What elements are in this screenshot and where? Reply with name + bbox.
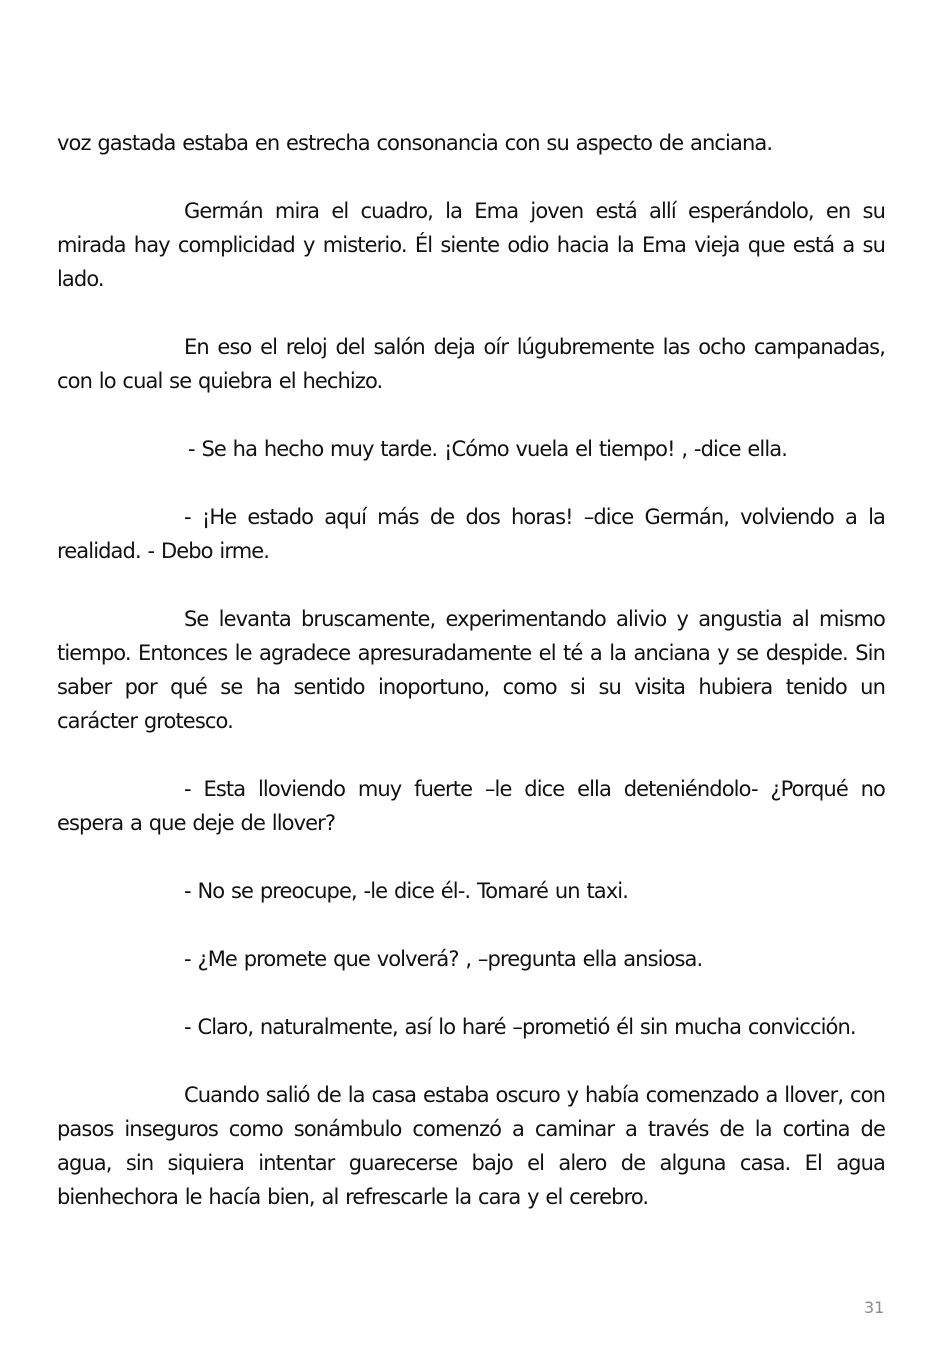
- paragraph: En eso el reloj del salón deja oír lúgubremente las ocho campanadas, con lo cual se quiebra el hechizo.: [57, 335, 885, 393]
- paragraph: Germán mira el cuadro, la Ema joven está allí esperándolo, en su mirada hay complicidad y misterio. Él siente odio hacia la Ema vieja que está a su lado.: [57, 199, 885, 291]
- dialogue-line: - ¿Me promete que volverá? , –pregunta ella ansiosa.: [184, 947, 703, 971]
- dialogue-line: - No se preocupe, -le dice él-. Tomaré un taxi.: [184, 879, 628, 903]
- body-text: [57, 126, 885, 1248]
- dialogue-line: - Esta lloviendo muy fuerte –le dice ella deteniéndolo- ¿Porqué no espera a que deje de llover?: [57, 777, 885, 835]
- page-number: 31: [864, 1298, 885, 1317]
- dialogue-line: - Claro, naturalmente, así lo haré –prometió él sin mucha convicción.: [184, 1015, 856, 1039]
- dialogue-line: - ¡He estado aquí más de dos horas! –dice Germán, volviendo a la realidad. - Debo irme.: [57, 505, 885, 563]
- dialogue-line: - Se ha hecho muy tarde. ¡Cómo vuela el tiempo! , -dice ella.: [188, 437, 788, 461]
- paragraph: Cuando salió de la casa estaba oscuro y había comenzado a llover, con pasos inseguros como sonámbulo comenzó a caminar a través de la cortina de agua, sin siquiera intentar guarecerse bajo el alero de alguna casa. El agua bienhechora le hacía bien, al refrescarle la cara y el cerebro.: [57, 1083, 885, 1209]
- paragraph-continuation: voz gastada estaba en estrecha consonancia con su aspecto de anciana.: [57, 131, 773, 155]
- paragraph: Se levanta bruscamente, experimentando alivio y angustia al mismo tiempo. Entonces le agradece apresuradamente el té a la anciana y se despide. Sin saber por qué se ha sentido inoportuno, como si su visita hubiera tenido un carácter grotesco.: [57, 607, 885, 733]
